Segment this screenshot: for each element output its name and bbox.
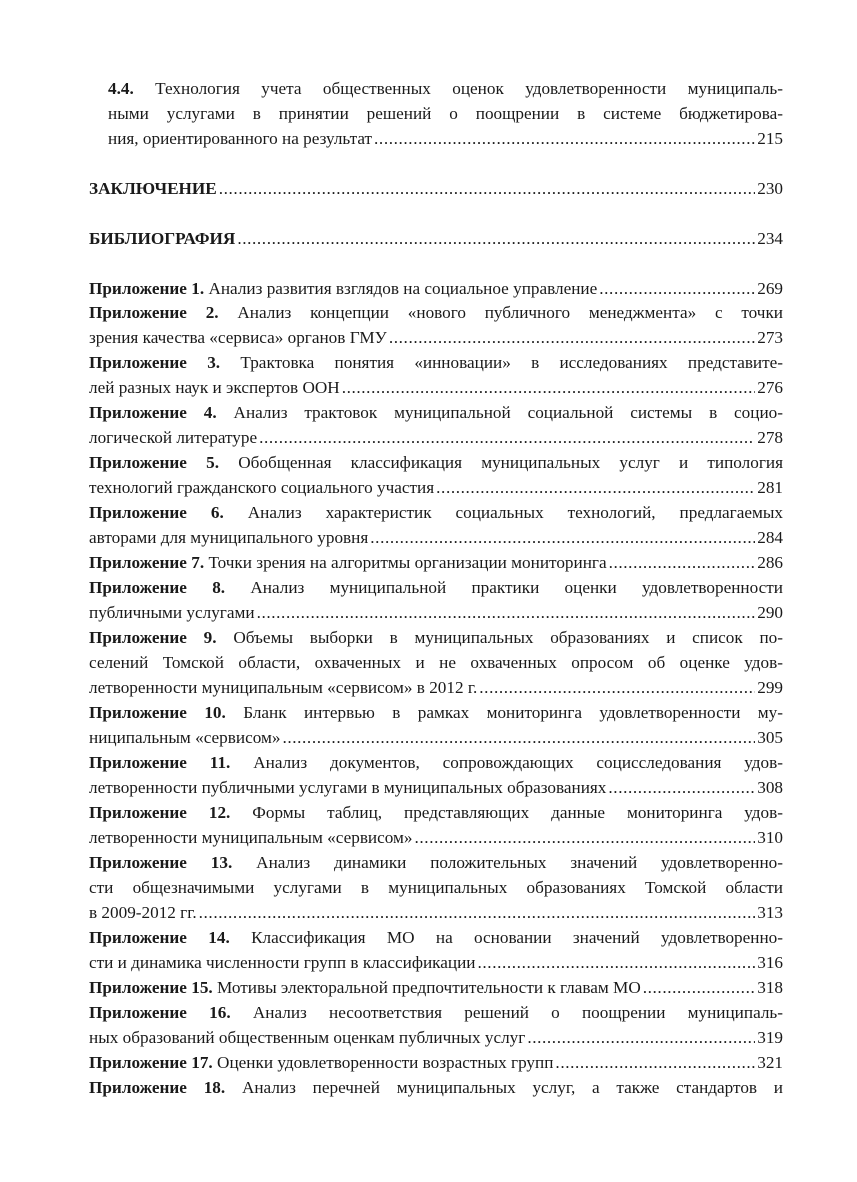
- page-number: 305: [757, 727, 783, 747]
- toc-entry-text: Формы таблиц, представляющих данные мониторинга удов-: [230, 803, 783, 822]
- dot-leader: [555, 1051, 755, 1076]
- toc-entry-text: Объемы выборки в муниципальных образованиях и список по-: [216, 628, 783, 647]
- toc-entry-4-4[interactable]: [108, 77, 783, 151]
- toc-line: [89, 751, 783, 776]
- toc-entry-label: Приложение 11.: [89, 753, 231, 772]
- dot-leader: [370, 526, 755, 551]
- toc-entry-app17[interactable]: [89, 1051, 783, 1076]
- toc-entry-text: Бланк интервью в рамках мониторинга удовлетворенности му-: [225, 703, 783, 722]
- toc-entry-app6[interactable]: [89, 501, 783, 551]
- toc-line: [89, 351, 783, 376]
- toc-entry-label: ЗАКЛЮЧЕНИЕ: [89, 179, 217, 198]
- dot-leader: [609, 551, 756, 576]
- toc-entry-app13[interactable]: [89, 851, 783, 925]
- page-number: 299: [757, 677, 783, 697]
- toc-entry-label: 4.4.: [108, 79, 134, 98]
- toc-entry-text: Точки зрения на алгоритмы организации мониторинга: [204, 553, 607, 572]
- toc-entry-text: ных образований общественным оценкам публичных услуг: [89, 1027, 526, 1047]
- toc-entry-text: Анализ концепции «нового публичного менеджмента» с точки: [218, 303, 783, 322]
- page-number: 215: [757, 128, 783, 148]
- toc-entry-app2[interactable]: [89, 301, 783, 351]
- toc-entry-text: лей разных наук и экспертов ООН: [89, 377, 340, 397]
- toc-entry-label: Приложение 16.: [89, 1003, 231, 1022]
- page-number: 290: [757, 602, 783, 622]
- toc-entry-app7[interactable]: [89, 551, 783, 576]
- toc-entry-label: Приложение 6.: [89, 503, 224, 522]
- dot-leader: [219, 177, 755, 202]
- toc-line: [108, 77, 783, 102]
- page-number: 230: [757, 179, 783, 198]
- dot-leader: [608, 776, 755, 801]
- toc-entry-label: Приложение 4.: [89, 403, 217, 422]
- toc-entry-app5[interactable]: [89, 451, 783, 501]
- toc-line: [89, 901, 783, 926]
- page-number: 276: [757, 377, 783, 397]
- toc-entry-text: Технология учета общественных оценок удовлетворенности муниципаль-: [133, 79, 783, 98]
- toc-line: [89, 551, 783, 576]
- toc-line: [89, 501, 783, 526]
- toc-entry-text: Мотивы электоральной предпочтительности к главам МО: [212, 978, 641, 997]
- toc-entry-label: Приложение 14.: [89, 928, 230, 947]
- toc-entry-text: селений Томской области, охваченных и не охваченных опросом об оценке удов-: [89, 652, 783, 672]
- toc-entry-label: Приложение 5.: [89, 453, 220, 472]
- toc-entry-text: в 2009-2012 гг.: [89, 902, 197, 922]
- toc-entry-label: Приложение 8.: [89, 578, 226, 597]
- page-number: 281: [757, 477, 783, 497]
- toc-entry-label: Приложение 13.: [89, 853, 233, 872]
- toc-entry-text: Классификация МО на основании значений удовлетворенно-: [229, 928, 783, 947]
- dot-leader: [374, 127, 755, 152]
- toc-entry-label: Приложение 7.: [89, 553, 205, 572]
- dot-leader: [342, 376, 756, 401]
- toc-entry-app8[interactable]: [89, 576, 783, 626]
- page-number: 269: [757, 279, 783, 298]
- toc-entry-app4[interactable]: [89, 401, 783, 451]
- toc-line: [89, 801, 783, 826]
- toc-line: [89, 227, 783, 252]
- toc-entry-text: зрения качества «сервиса» органов ГМУ: [89, 327, 387, 347]
- dot-leader: [599, 277, 755, 302]
- toc-line: [89, 851, 783, 876]
- toc-entry-app18[interactable]: [89, 1076, 783, 1101]
- toc-line: [89, 1051, 783, 1076]
- page-number: 310: [757, 827, 783, 847]
- toc-line: [89, 876, 783, 901]
- toc-line: [89, 676, 783, 701]
- toc-line: [89, 926, 783, 951]
- dot-leader: [527, 1026, 755, 1051]
- toc-entry-text: летворенности муниципальным «сервисом» в 2012 г.: [89, 677, 478, 697]
- toc-entry-text: ниципальным «сервисом»: [89, 727, 281, 747]
- page-number: 313: [757, 902, 783, 922]
- toc-entry-text: Оценки удовлетворенности возрастных групп: [212, 1053, 554, 1072]
- toc-line: [89, 701, 783, 726]
- page-number: 234: [757, 229, 783, 248]
- toc-entry-text: ными услугами в принятии решений о поощрении в системе бюджетирова-: [108, 103, 783, 123]
- dot-leader: [259, 426, 755, 451]
- toc-line: [89, 426, 783, 451]
- toc-entry-text: ния, ориентированного на результат: [108, 128, 373, 148]
- page-number: 321: [757, 1053, 783, 1072]
- toc-line: [89, 976, 783, 1001]
- page-number: 278: [757, 427, 783, 447]
- toc-line: [89, 626, 783, 651]
- toc-line: [89, 1001, 783, 1026]
- toc-entry-text: технологий гражданского социального участия: [89, 477, 435, 497]
- toc-entry-text: Трактовка понятия «инновации» в исследованиях представите-: [220, 353, 783, 372]
- toc-entry-text: публичными услугами: [89, 602, 255, 622]
- toc-entry-label: Приложение 18.: [89, 1078, 226, 1097]
- toc-entry-text: Анализ перечней муниципальных услуг, а также стандартов и: [225, 1078, 783, 1097]
- toc-line: [89, 951, 783, 976]
- toc-entry-text: летворенности муниципальным «сервисом»: [89, 827, 413, 847]
- dot-leader: [389, 326, 755, 351]
- toc-line: [108, 127, 783, 152]
- toc-entry-label: Приложение 15.: [89, 978, 213, 997]
- toc-entry-app10[interactable]: [89, 701, 783, 751]
- toc-entry-app9[interactable]: [89, 626, 783, 700]
- toc-line: [108, 102, 783, 127]
- toc-line: [89, 1076, 783, 1101]
- toc-entry-text: Анализ развития взглядов на социальное управление: [204, 279, 598, 298]
- toc-entry-label: БИБЛИОГРАФИЯ: [89, 229, 236, 248]
- toc-line: [89, 451, 783, 476]
- toc-line: [89, 526, 783, 551]
- toc-entry-text: Анализ несоответствия решений о поощрении муниципаль-: [230, 1003, 783, 1022]
- toc-entry-app1[interactable]: [89, 277, 783, 302]
- toc-line: [89, 476, 783, 501]
- toc-entry-text: сти общезначимыми услугами в муниципальных образованиях Томской области: [89, 877, 783, 897]
- toc-line: [89, 576, 783, 601]
- toc-entry-label: Приложение 3.: [89, 353, 221, 372]
- toc-entry-text: логической литературе: [89, 427, 258, 447]
- toc-entry-app12[interactable]: [89, 801, 783, 851]
- toc-line: [89, 726, 783, 751]
- toc-line: [89, 301, 783, 326]
- page-number: 284: [757, 527, 783, 547]
- toc-entry-app15[interactable]: [89, 976, 783, 1001]
- dot-leader: [478, 951, 756, 976]
- toc-entry-text: Анализ документов, сопровождающих социсследования удов-: [230, 753, 783, 772]
- dot-leader: [479, 676, 755, 701]
- dot-leader: [643, 976, 755, 1001]
- toc-line: [89, 326, 783, 351]
- toc-entry-label: Приложение 12.: [89, 803, 231, 822]
- toc-line: [89, 651, 783, 676]
- dot-leader: [199, 901, 756, 926]
- toc-entry-text: Обобщенная классификация муниципальных услуг и типология: [219, 453, 783, 472]
- toc-line: [89, 1026, 783, 1051]
- page-number: 319: [757, 1027, 783, 1047]
- toc-entry-conclusion[interactable]: [89, 177, 783, 202]
- toc-entry-app11[interactable]: [89, 751, 783, 801]
- toc-line: [89, 401, 783, 426]
- toc-line: [89, 277, 783, 302]
- dot-leader: [282, 726, 755, 751]
- toc-entry-text: Анализ динамики положительных значений удовлетворенно-: [232, 853, 783, 872]
- toc-line: [89, 376, 783, 401]
- toc-line: [89, 177, 783, 202]
- page-number: 316: [757, 952, 783, 972]
- toc-entry-label: Приложение 9.: [89, 628, 217, 647]
- toc-entry-label: Приложение 10.: [89, 703, 226, 722]
- page-number: 318: [757, 978, 783, 997]
- page-number: 308: [757, 777, 783, 797]
- toc-entry-text: авторами для муниципального уровня: [89, 527, 369, 547]
- toc-entry-app16[interactable]: [89, 1001, 783, 1051]
- page-number: 286: [757, 553, 783, 572]
- toc-entry-app3[interactable]: [89, 351, 783, 401]
- toc-entry-text: сти и динамика численности групп в классификации: [89, 952, 476, 972]
- toc-line: [89, 601, 783, 626]
- toc-entry-label: Приложение 2.: [89, 303, 219, 322]
- dot-leader: [436, 476, 755, 501]
- toc-entry-bibliography[interactable]: [89, 227, 783, 252]
- page-number: 273: [757, 327, 783, 347]
- toc-entry-label: Приложение 17.: [89, 1053, 213, 1072]
- dot-leader: [257, 601, 756, 626]
- dot-leader: [237, 227, 755, 252]
- toc-line: [89, 776, 783, 801]
- toc-entry-app14[interactable]: [89, 926, 783, 976]
- toc-entry-label: Приложение 1.: [89, 279, 205, 298]
- toc-entry-text: Анализ муниципальной практики оценки удовлетворенности: [225, 578, 783, 597]
- toc-entry-text: летворенности публичными услугами в муниципальных образованиях: [89, 777, 607, 797]
- dot-leader: [415, 826, 756, 851]
- toc-entry-text: Анализ трактовок муниципальной социальной системы в социо-: [216, 403, 783, 422]
- toc-entry-text: Анализ характеристик социальных технологий, предлагаемых: [223, 503, 783, 522]
- toc-line: [89, 826, 783, 851]
